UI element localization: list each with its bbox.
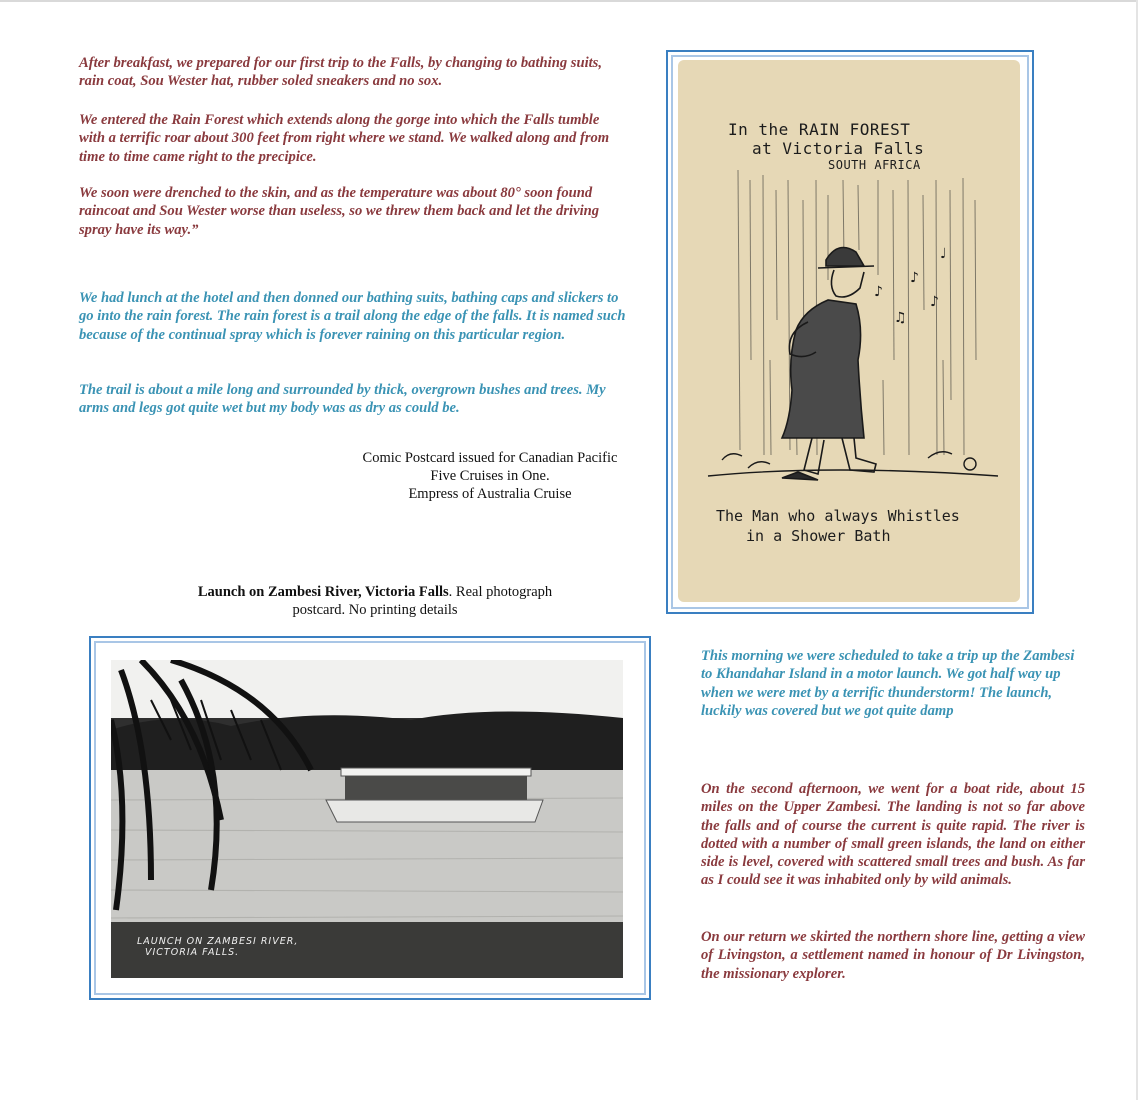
diary-paragraph-rain-forest: We entered the Rain Forest which extends along the gorge into which the Falls tumble with a terrific roar about 300 feet from right where we stand. We walked along and from time to time came right to the precipice. (79, 112, 610, 165)
diary-paragraph-boat-ride: On the second afternoon, we went for a boat ride, about 15 miles on the Upper Zambesi. The landing is not so far above the falls and of course the current is quite rapid. The river is dotted with a number of small green islands, the land on either side is level, covered with scattered small trees and bush. As far as I could see it was inhabited only by wild animals. (701, 781, 1085, 889)
svg-text:♪: ♪ (910, 270, 919, 286)
diary-paragraph-trail: The trail is about a mile long and surrounded by thick, overgrown bushes and trees. My arms and legs got quite wet but my body was as dry as could be. (79, 382, 606, 417)
launch-postcard-caption (165, 583, 585, 619)
diary-paragraph-return: On our return we skirted the northern shore line, getting a view of Livingston, a settlement named in honour of Dr Livingston, the missionary explorer. (701, 929, 1085, 982)
comic-bottom-line: The Man who always Whistles (716, 507, 960, 525)
svg-text:♪: ♪ (930, 294, 939, 310)
photo-caption-line: LAUNCH ON ZAMBESI RIVER, (137, 936, 299, 947)
launch-postcard-frame (89, 636, 651, 1000)
comic-title (728, 120, 978, 172)
svg-text:♩: ♩ (940, 246, 947, 262)
page-edge (0, 0, 1138, 2)
diary-paragraph-lunch: We had lunch at the hotel and then donned our bathing suits, bathing caps and slickers to go into the rain forest. The rain forest is a trail along the edge of the falls. It is named such because of the continual spray which is forever raining on this particular region. (79, 290, 626, 343)
comic-postcard-frame (666, 50, 1034, 614)
caption-line: Comic Postcard issued for Canadian Pacific (362, 450, 618, 466)
comic-postcard (678, 60, 1020, 602)
diary-paragraph-drenched: We soon were drenched to the skin, and as the temperature was about 80° soon found raincoat and Sou Wester worse than useless, so we threw them back and let the driving spray have its way.” (79, 185, 600, 238)
svg-text:♪: ♪ (874, 284, 883, 300)
caption-line: Empress of Australia Cruise (408, 486, 572, 502)
svg-text:♫: ♫ (894, 310, 907, 326)
comic-postcard-caption (330, 449, 650, 503)
caption-title: Launch on Zambesi River, Victoria Falls (197, 584, 449, 600)
comic-title-line: In the RAIN FOREST (728, 120, 911, 139)
caption-line: postcard. No printing details (292, 602, 458, 618)
photo-caption (137, 936, 298, 958)
caption-line: Five Cruises in One. (430, 468, 550, 484)
photo-caption-line: VICTORIA FALLS. (145, 947, 240, 958)
diary-paragraph-breakfast: After breakfast, we prepared for our first trip to the Falls, by changing to bathing suits, rain coat, Sou Wester hat, rubber soled sneakers and no sox. (79, 55, 603, 90)
launch-photo-image (111, 660, 623, 978)
diary-paragraph-motor-launch: This morning we were scheduled to take a trip up the Zambesi to Khandahar Island in a motor launch. We got half way up when we were met by a terrific thunderstorm! The launch, luckily was covered but we got quite damp (701, 648, 1075, 719)
comic-bottom-caption (716, 506, 1006, 546)
comic-bottom-line: in a Shower Bath (746, 527, 891, 545)
comic-title-line: at Victoria Falls (752, 139, 925, 158)
caption-line: . Real photograph (448, 584, 553, 600)
comic-title-line: SOUTH AFRICA (828, 158, 921, 172)
launch-photo (111, 660, 623, 978)
